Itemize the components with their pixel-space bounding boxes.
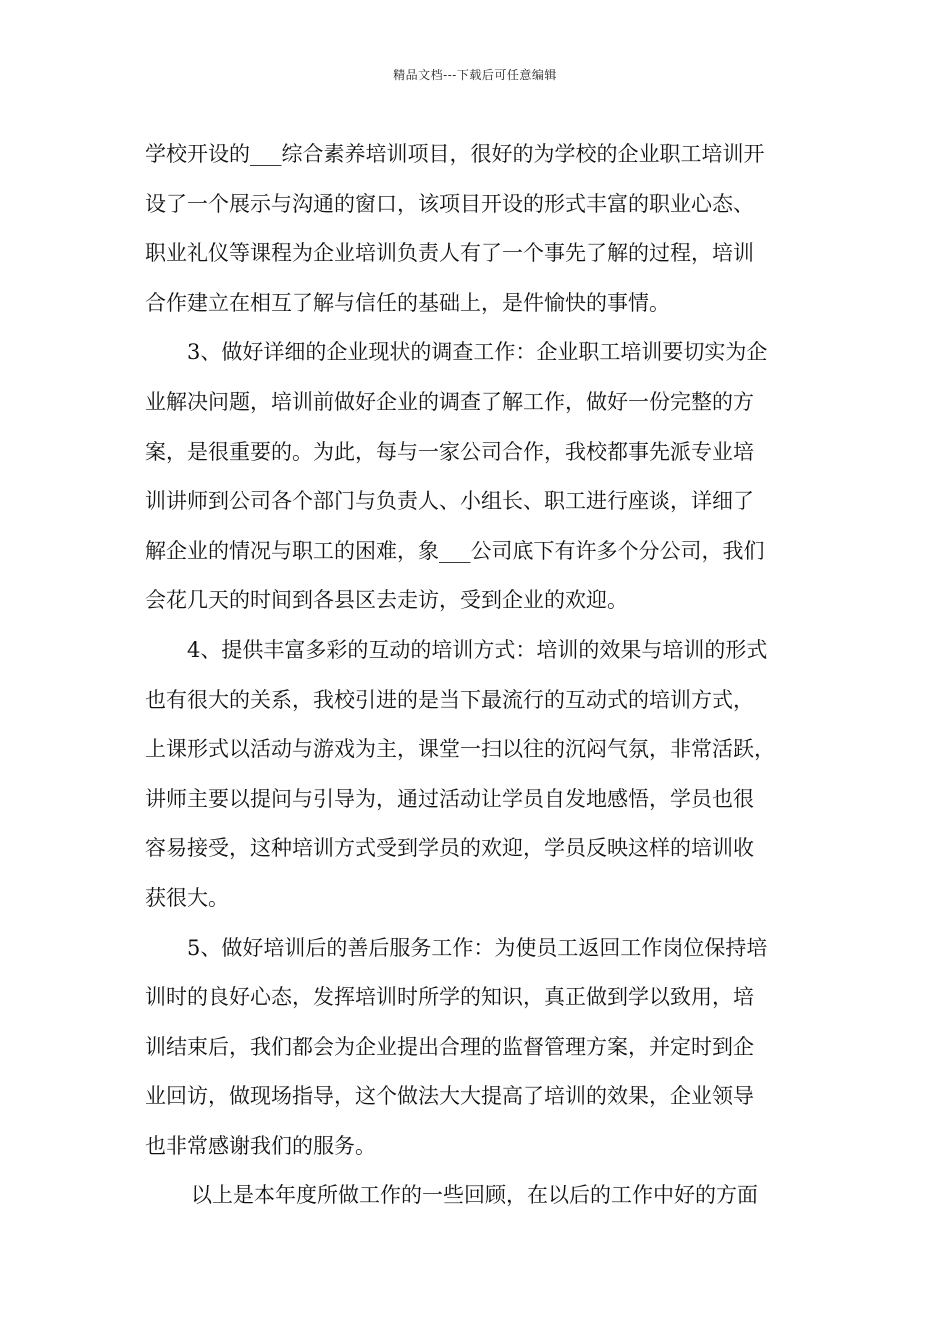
- text-line: 讲师主要以提问与引导为，通过活动让学员自发地感悟，学员也很: [145, 786, 754, 811]
- paragraph-1: [145, 130, 835, 328]
- text-line: 也非常感谢我们的服务。: [145, 1133, 376, 1158]
- text-line: 设了一个展示与沟通的窗口，该项目开设的形式丰富的职业心态、: [145, 191, 754, 216]
- page-header: 精品文档---下载后可任意编辑: [393, 68, 557, 82]
- text-line: 上课形式以活动与游戏为主，课堂一扫以往的沉闷气氛，非常活跃，: [145, 737, 775, 762]
- document-body: [145, 130, 835, 1221]
- text-line: 职业礼仪等课程为企业培训负责人有了一个事先了解的过程，培训: [145, 241, 754, 266]
- paragraph-5: [145, 1171, 835, 1221]
- paragraph-4: [145, 924, 835, 1172]
- text-line: 业解决问题，培训前做好企业的调查了解工作，做好一份完整的方: [145, 389, 754, 414]
- paragraph-2: [145, 328, 835, 626]
- text-line: 训时的良好心态，发挥培训时所学的知识，真正做到学以致用，培: [145, 985, 754, 1010]
- text-line: 业回访，做现场指导，这个做法大大提高了培训的效果，企业领导: [145, 1084, 754, 1109]
- text-line: 也有很大的关系，我校引进的是当下最流行的互动式的培训方式，: [145, 687, 754, 712]
- text-line: 以上是本年度所做工作的一些回顾，在以后的工作中好的方面: [191, 1183, 758, 1208]
- text-line: 获很大。: [145, 885, 229, 910]
- text-line: 5、做好培训后的善后服务工作：为使员工返回工作岗位保持培: [187, 935, 768, 960]
- text-line: 会花几天的时间到各县区去走访，受到企业的欢迎。: [145, 588, 628, 613]
- text-line: 容易接受，这种培训方式受到学员的欢迎，学员反映这样的培训收: [145, 836, 754, 861]
- text-line: 4、提供丰富多彩的互动的培训方式：培训的效果与培训的形式: [187, 637, 768, 662]
- text-line: 合作建立在相互了解与信任的基础上，是件愉快的事情。: [145, 290, 670, 315]
- text-line: 学校开设的___综合素养培训项目，很好的为学校的企业职工培训开: [145, 142, 765, 166]
- text-line: 训结束后，我们都会为企业提出合理的监督管理方案，并定时到企: [145, 1034, 754, 1059]
- text-line: 训讲师到公司各个部门与负责人、小组长、职工进行座谈，详细了: [145, 489, 754, 514]
- text-line: 3、做好详细的企业现状的调查工作：企业职工培训要切实为企: [187, 340, 768, 365]
- paragraph-3: [145, 626, 835, 924]
- text-line: 解企业的情况与职工的困难，象___公司底下有许多个分公司，我们: [145, 538, 765, 563]
- text-line: 案，是很重要的。为此，每与一家公司合作，我校都事先派专业培: [145, 439, 754, 464]
